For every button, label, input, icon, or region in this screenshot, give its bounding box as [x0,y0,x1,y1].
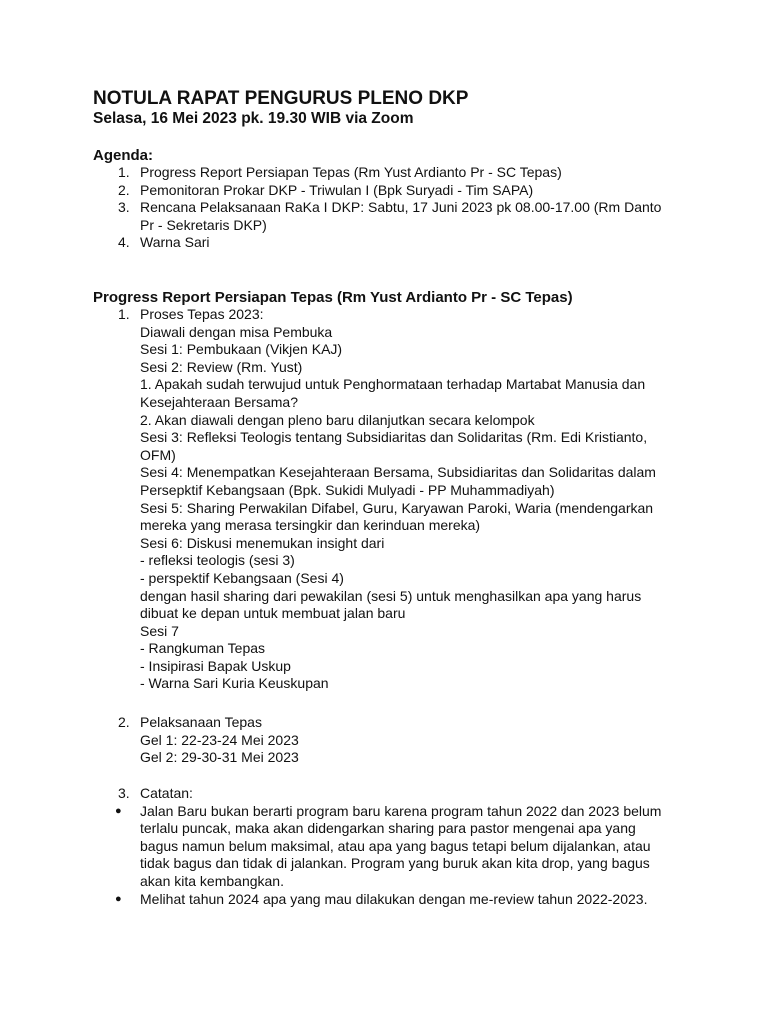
text-line: akan kita kembangkan. [140,872,284,889]
text-line: OFM) [140,446,176,463]
bullet-dot-icon: ● [115,804,122,817]
agenda-heading: Agenda: [93,147,153,164]
agenda-item-text: Pemonitoran Prokar DKP - Triwulan I (Bpk Suryadi - Tim SAPA) [140,181,534,198]
agenda-list [93,164,693,252]
text-line: - refleksi teologis (sesi 3) [140,552,295,569]
agenda-item [93,182,693,200]
text-line: Melihat tahun 2024 apa yang mau dilakukan dengan me-review tahun 2022-2023. [140,890,648,907]
text-line: Persepktif Kebangsaan (Bpk. Sukidi Mulyadi - PP Muhammadiyah) [140,481,555,498]
text-line: Kesejahteraan Bersama? [140,393,298,410]
text-line: Sesi 3: Refleksi Teologis tentang Subsidiaritas dan Solidaritas (Rm. Edi Kristianto, [140,429,648,446]
agenda-item [93,234,693,252]
text-line: Sesi 5: Sharing Perwakilan Difabel, Guru, Karyawan Paroki, Waria (mendengarkan [140,499,654,516]
section-item-3 [93,785,693,908]
section-item-1 [93,306,693,693]
text-line: - Warna Sari Kuria Keuskupan [140,675,329,692]
bullet-item [93,803,693,891]
text-line: Catatan: [140,785,193,801]
section-item-number: 3. [118,785,130,801]
text-line: Sesi 7 [140,622,179,639]
text-line: - perspektif Kebangsaan (Sesi 4) [140,569,344,586]
agenda-item-number: 4. [118,234,130,251]
document-title: NOTULA RAPAT PENGURUS PLENO DKP [93,88,469,109]
agenda-item-text: Pr - Sekretaris DKP) [140,216,267,233]
section-item-body [140,306,693,693]
agenda-item-text: Rencana Pelaksanaan RaKa I DKP: Sabtu, 17 Juni 2023 pk 08.00-17.00 (Rm Danto [140,199,662,216]
text-line: terlalu puncak, maka akan didengarkan sharing para pastor mengenai apa yang [140,820,636,837]
agenda-item [93,164,693,182]
agenda-item-number: 3. [118,199,130,216]
text-line: dengan hasil sharing dari pewakilan (sesi 5) untuk menghasilkan apa yang harus [140,587,642,604]
text-line: Sesi 4: Menempatkan Kesejahteraan Bersama, Subsidiaritas dan Solidaritas dalam [140,464,656,481]
section-item-body [140,714,693,767]
text-line: - Insipirasi Bapak Uskup [140,657,291,674]
section-item-number: 1. [118,306,130,322]
agenda-item-number: 1. [118,164,130,180]
text-line: Pelaksanaan Tepas [140,714,262,730]
section-heading: Progress Report Persiapan Tepas (Rm Yust Ardianto Pr - SC Tepas) [93,289,573,306]
bullet-dot-icon: ● [115,892,122,905]
meeting-date: Selasa, 16 Mei 2023 pk. 19.30 WIB via Zoom [93,110,414,127]
bullet-item [93,891,693,909]
section-item-body [140,785,693,803]
text-line: 2. Akan diawali dengan pleno baru dilanjutkan secara kelompok [140,411,535,428]
text-line: bagus namun belum maksimal, atau apa yang bagus tetapi belum dijalankan, atau [140,837,651,854]
agenda-item-text: Warna Sari [140,234,210,251]
agenda-item [93,199,693,234]
text-line: Sesi 1: Pembukaan (Vikjen KAJ) [140,341,343,358]
text-line: Diawali dengan misa Pembuka [140,323,333,340]
text-line: Gel 2: 29-30-31 Mei 2023 [140,749,299,766]
text-line: mereka yang merasa tersingkir dan kerinduan mereka) [140,517,481,534]
text-line: Jalan Baru bukan berarti program baru karena program tahun 2022 dan 2023 belum [140,802,662,819]
text-line: tidak bagus dan tidak di jalankan. Program yang buruk akan kita drop, yang bagus [140,855,650,872]
text-line: dibuat ke depan untuk membuat jalan baru [140,605,406,622]
text-line: Proses Tepas 2023: [140,306,264,322]
text-line: Gel 1: 22-23-24 Mei 2023 [140,731,299,748]
text-line: 1. Apakah sudah terwujud untuk Penghormataan terhadap Martabat Manusia dan [140,376,646,393]
text-line: Sesi 2: Review (Rm. Yust) [140,358,303,375]
section-item-2 [93,714,693,767]
agenda-item-text: Progress Report Persiapan Tepas (Rm Yust Ardianto Pr - SC Tepas) [140,164,562,180]
text-line: Sesi 6: Diskusi menemukan insight dari [140,534,385,551]
agenda-item-number: 2. [118,181,130,198]
text-line: - Rangkuman Tepas [140,640,266,657]
section-item-number: 2. [118,714,130,730]
